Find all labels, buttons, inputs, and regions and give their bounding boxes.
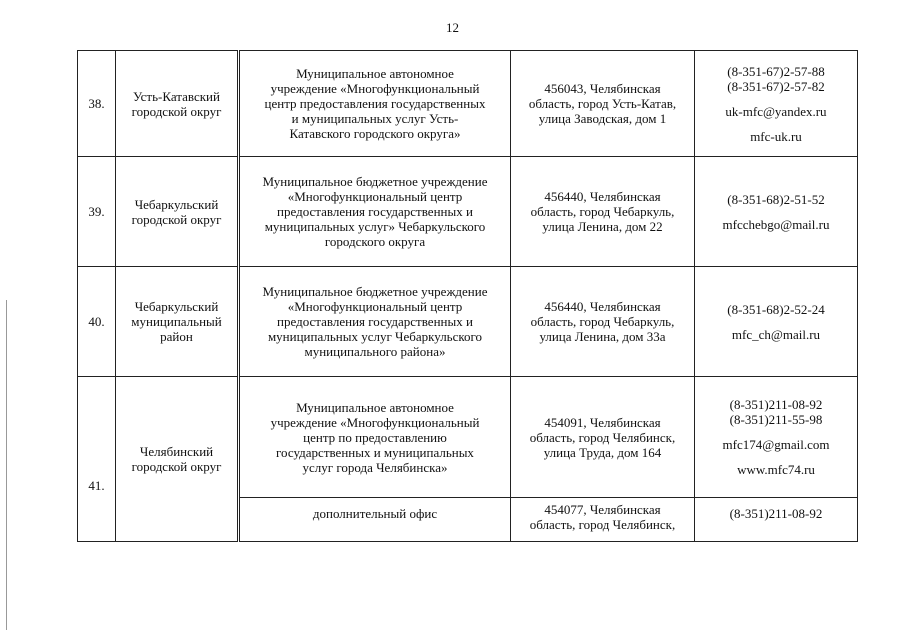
- text-line: область, город Челябинск,: [529, 429, 676, 445]
- text-line: область, город Усть-Катав,: [528, 96, 677, 111]
- contacts-cell: [695, 377, 858, 498]
- text-line: «Многофункциональный центр: [287, 299, 463, 314]
- scan-edge-line: [6, 300, 7, 630]
- row-number: 40.: [78, 267, 116, 377]
- table-row: [78, 157, 858, 267]
- address-cell: [511, 51, 695, 157]
- row-number: 38.: [78, 51, 116, 157]
- row-number: 41.: [88, 477, 105, 493]
- text-line: услуг города Челябинска»: [302, 459, 448, 475]
- phone: (8-351-68)2-52-24: [727, 301, 825, 317]
- text-line: муниципальных услуг» Чебаркульского: [264, 219, 486, 234]
- phone: (8-351)211-55-98: [729, 412, 823, 427]
- text-line: Муниципальное автономное: [296, 399, 454, 415]
- phone: (8-351)211-08-92: [695, 498, 858, 542]
- text-line: Чебаркульский: [134, 196, 219, 212]
- text-line: улица Труда, дом 164: [543, 444, 662, 460]
- table-row: [78, 377, 858, 498]
- text-line: область, город Чебаркуль,: [530, 314, 675, 329]
- address-cell: [511, 267, 695, 377]
- text-line: Муниципальное бюджетное учреждение: [262, 284, 488, 299]
- mfc-table: [77, 50, 858, 542]
- text-line: Челябинский: [139, 444, 214, 459]
- text-line: муниципальный: [131, 314, 222, 329]
- municipality-cell: [116, 267, 239, 377]
- text-line: улица Заводская, дом 1: [538, 111, 667, 126]
- text-line: муниципального района»: [304, 344, 446, 359]
- text-line: городской округ: [131, 103, 222, 119]
- table-row: [78, 267, 858, 377]
- website-link[interactable]: www.mfc74.ru: [737, 462, 815, 477]
- contacts-cell: [695, 267, 858, 377]
- page-number: 12: [446, 20, 459, 35]
- text-line: центр по предоставлению: [303, 429, 447, 445]
- text-line: Чебаркульский: [134, 299, 219, 314]
- address-cell: [511, 498, 695, 542]
- email-link[interactable]: mfcchebgo@mail.ru: [722, 216, 830, 232]
- email-link[interactable]: mfc174@gmail.com: [722, 437, 830, 452]
- institution-cell: [239, 157, 511, 267]
- text-line: Муниципальное бюджетное учреждение: [262, 174, 488, 189]
- institution-cell: [239, 377, 511, 498]
- municipality-cell: [116, 157, 239, 267]
- text-line: улица Ленина, дом 22: [542, 219, 663, 234]
- contacts-cell: [695, 157, 858, 267]
- text-line: городской округ: [131, 211, 222, 227]
- text-line: учреждение «Многофункциональный: [270, 81, 480, 96]
- municipality-cell: [116, 51, 239, 157]
- text-line: Катавского городского округа»: [289, 126, 461, 141]
- text-line: 456440, Челябинская: [544, 299, 661, 314]
- text-line: 456440, Челябинская: [544, 189, 661, 204]
- text-line: Муниципальное автономное: [296, 66, 454, 81]
- text-line: городского округа: [324, 234, 426, 249]
- text-line: центр предоставления государственных: [264, 96, 486, 111]
- text-line: предоставления государственных и: [277, 314, 473, 329]
- municipality-cell: [116, 377, 239, 542]
- text-line: область, город Челябинск,: [529, 517, 676, 532]
- text-line: улица Ленина, дом 33а: [539, 329, 666, 344]
- email-link[interactable]: uk-mfc@yandex.ru: [725, 103, 827, 119]
- office-label: дополнительный офис: [239, 498, 511, 542]
- phone: (8-351-67)2-57-82: [727, 78, 825, 94]
- website-link[interactable]: mfc-uk.ru: [750, 128, 802, 144]
- text-line: учреждение «Многофункциональный: [270, 414, 480, 430]
- row-number-cell: [78, 377, 116, 542]
- phone: (8-351)211-08-92: [729, 397, 823, 412]
- table-row: [78, 51, 858, 157]
- institution-cell: [239, 267, 511, 377]
- text-line: 454077, Челябинская: [544, 502, 661, 517]
- phone: (8-351-67)2-57-88: [727, 63, 825, 79]
- text-line: предоставления государственных и: [277, 204, 473, 219]
- contacts-cell: [695, 51, 858, 157]
- phone: (8-351-68)2-51-52: [727, 191, 825, 207]
- institution-cell: [239, 51, 511, 157]
- text-line: и муниципальных услуг Усть-: [291, 111, 459, 126]
- text-line: область, город Чебаркуль,: [530, 204, 675, 219]
- text-line: Усть-Катавский: [133, 88, 220, 104]
- text-line: государственных и муниципальных: [276, 444, 474, 460]
- text-line: муниципальных услуг Чебаркульского: [267, 329, 483, 344]
- address-cell: [511, 157, 695, 267]
- address-cell: [511, 377, 695, 498]
- text-line: 454091, Челябинская: [544, 414, 661, 430]
- email-link[interactable]: mfc_ch@mail.ru: [731, 326, 821, 342]
- text-line: район: [160, 329, 193, 344]
- text-line: 456043, Челябинская: [544, 81, 661, 96]
- text-line: «Многофункциональный центр: [287, 189, 463, 204]
- text-line: городской округ: [131, 459, 222, 474]
- row-number: 39.: [78, 157, 116, 267]
